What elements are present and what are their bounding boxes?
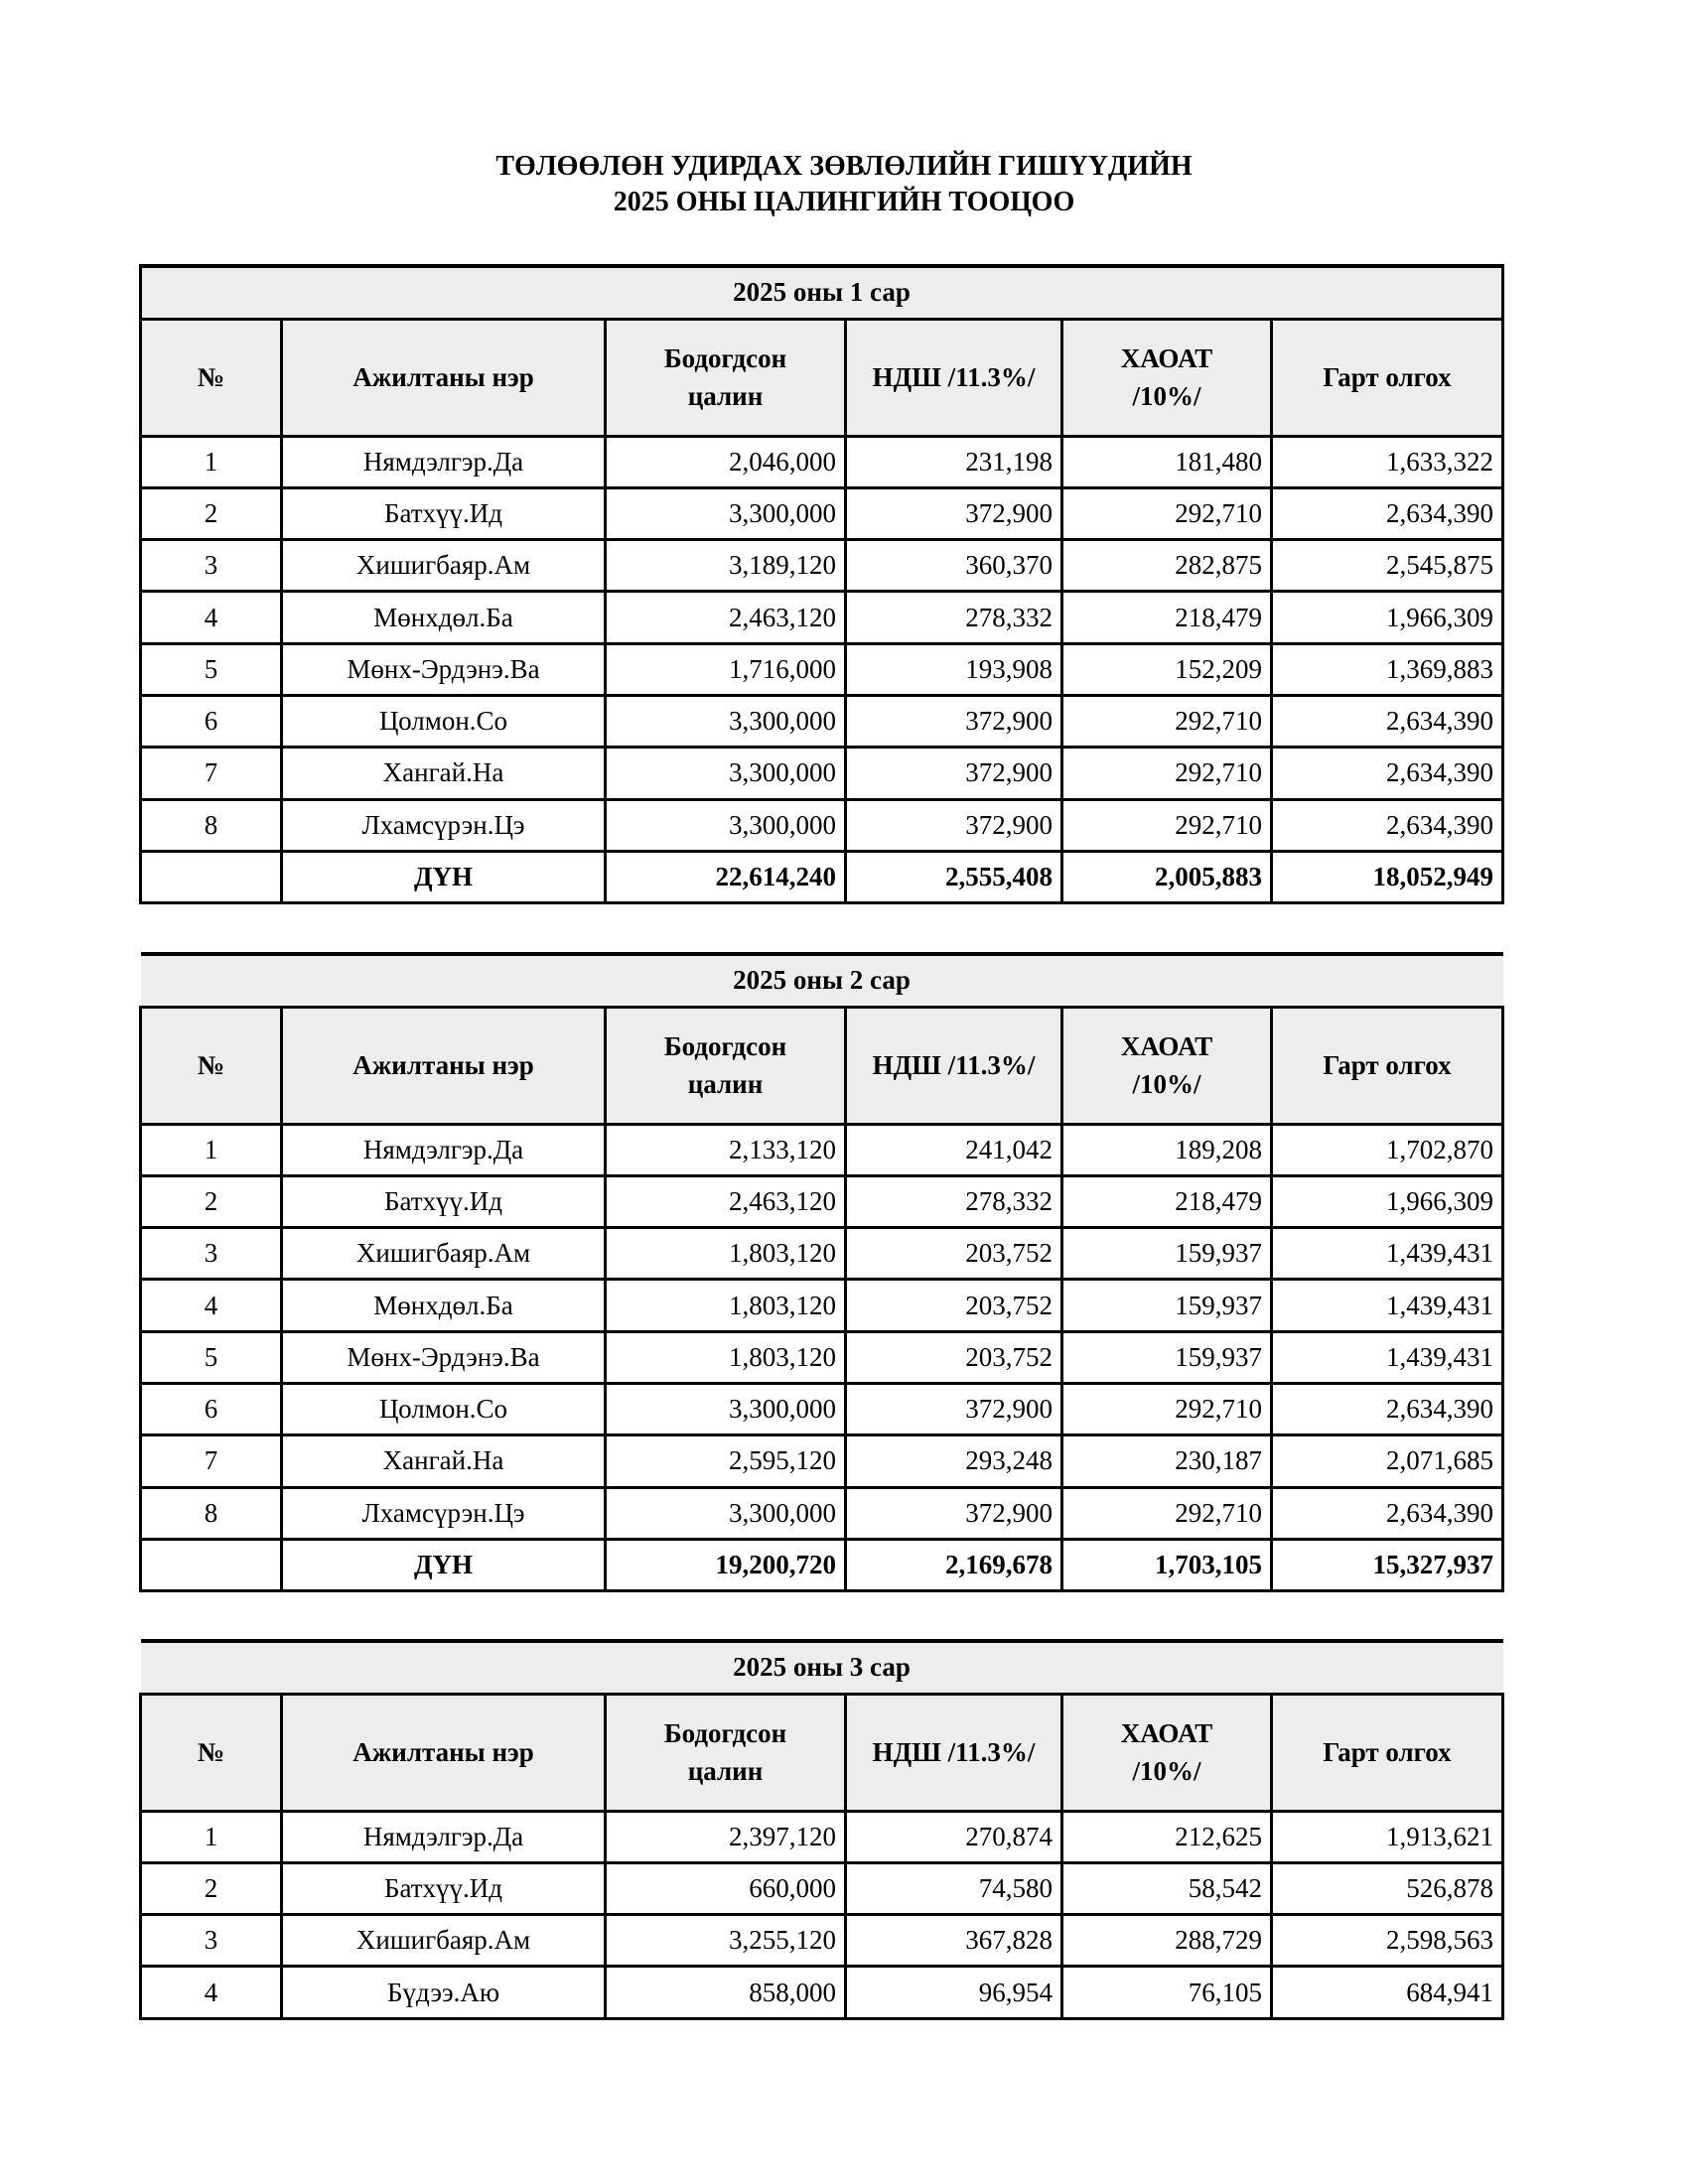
column-header-hhoat-line-1: ХАОАТ — [1120, 1718, 1213, 1748]
total-label: ДҮН — [282, 1539, 606, 1590]
employee-name: Цолмон.Со — [282, 695, 606, 747]
row-number: 3 — [141, 1915, 282, 1967]
period-title: 2025 оны 2 сар — [141, 954, 1503, 1007]
salary-value: 3,300,000 — [606, 799, 846, 851]
net-pay-value: 2,545,875 — [1272, 540, 1503, 592]
column-header-net: Гарт олгох — [1272, 1007, 1503, 1124]
column-header-hhoat — [1062, 1694, 1272, 1811]
hhoat-value: 292,710 — [1062, 799, 1272, 851]
table-row — [141, 1811, 1503, 1862]
payroll-table-month-1 — [139, 264, 1504, 904]
row-number: 6 — [141, 695, 282, 747]
row-number: 2 — [141, 1175, 282, 1227]
employee-name: Мөнх-Эрдэнэ.Ва — [282, 1331, 606, 1383]
document-title-line-1: ТӨЛӨӨЛӨН УДИРДАХ ЗӨВЛӨЛИЙН ГИШҮҮДИЙН — [495, 151, 1193, 182]
hhoat-value: 181,480 — [1062, 436, 1272, 487]
ndsh-value: 367,828 — [846, 1915, 1062, 1967]
row-number: 4 — [141, 592, 282, 643]
column-header-salary — [606, 319, 846, 436]
row-number: 8 — [141, 1487, 282, 1539]
ndsh-value: 203,752 — [846, 1228, 1062, 1280]
hhoat-value: 292,710 — [1062, 1487, 1272, 1539]
net-pay-value: 2,634,390 — [1272, 748, 1503, 799]
table-row — [141, 592, 1503, 643]
employee-name: Хишигбаяр.Ам — [282, 1228, 606, 1280]
net-pay-value: 2,634,390 — [1272, 799, 1503, 851]
table-row — [141, 540, 1503, 592]
net-pay-value: 2,634,390 — [1272, 1383, 1503, 1434]
column-header-net: Гарт олгох — [1272, 1694, 1503, 1811]
salary-value: 3,300,000 — [606, 695, 846, 747]
total-row — [141, 851, 1503, 902]
total-empty-cell — [141, 851, 282, 902]
salary-value: 3,300,000 — [606, 748, 846, 799]
ndsh-value: 231,198 — [846, 436, 1062, 487]
total-hhoat: 1,703,105 — [1062, 1539, 1272, 1590]
ndsh-value: 372,900 — [846, 1383, 1062, 1434]
column-header-salary-line-1: Бодогдсон — [663, 1031, 787, 1061]
table-row — [141, 1280, 1503, 1331]
salary-value: 3,300,000 — [606, 1383, 846, 1434]
hhoat-value: 189,208 — [1062, 1124, 1272, 1175]
row-number: 1 — [141, 436, 282, 487]
column-header-name: Ажилтаны нэр — [282, 1007, 606, 1124]
document-title-line-2: 2025 ОНЫ ЦАЛИНГИЙН ТООЦОО — [613, 187, 1075, 217]
ndsh-value: 241,042 — [846, 1124, 1062, 1175]
column-header-no: № — [141, 319, 282, 436]
column-header-name: Ажилтаны нэр — [282, 1694, 606, 1811]
employee-name: Цолмон.Со — [282, 1383, 606, 1434]
table-row — [141, 643, 1503, 695]
row-number: 5 — [141, 1331, 282, 1383]
column-header-hhoat — [1062, 1007, 1272, 1124]
employee-name: Хангай.На — [282, 748, 606, 799]
hhoat-value: 282,875 — [1062, 540, 1272, 592]
net-pay-value: 1,439,431 — [1272, 1228, 1503, 1280]
table-row — [141, 1331, 1503, 1383]
row-number: 8 — [141, 799, 282, 851]
row-number: 3 — [141, 540, 282, 592]
salary-value: 1,716,000 — [606, 643, 846, 695]
employee-name: Бүдээ.Аю — [282, 1967, 606, 2018]
column-header-row — [141, 319, 1503, 436]
column-header-no: № — [141, 1694, 282, 1811]
table-row — [141, 748, 1503, 799]
net-pay-value: 526,878 — [1272, 1862, 1503, 1914]
employee-name: Мөнхдөл.Ба — [282, 1280, 606, 1331]
hhoat-value: 292,710 — [1062, 695, 1272, 747]
column-header-salary — [606, 1007, 846, 1124]
column-header-hhoat-line-2: /10%/ — [1132, 381, 1201, 411]
table-row — [141, 1124, 1503, 1175]
net-pay-value: 2,634,390 — [1272, 695, 1503, 747]
table-row — [141, 1228, 1503, 1280]
salary-value: 1,803,120 — [606, 1228, 846, 1280]
period-title: 2025 оны 1 сар — [141, 266, 1503, 319]
period-title: 2025 оны 3 сар — [141, 1641, 1503, 1694]
document-title — [0, 149, 1688, 220]
net-pay-value: 2,634,390 — [1272, 1487, 1503, 1539]
column-header-hhoat-line-2: /10%/ — [1132, 1069, 1201, 1099]
salary-value: 2,463,120 — [606, 1175, 846, 1227]
salary-value: 858,000 — [606, 1967, 846, 2018]
employee-name: Лхамсүрэн.Цэ — [282, 1487, 606, 1539]
column-header-no: № — [141, 1007, 282, 1124]
row-number: 6 — [141, 1383, 282, 1434]
column-header-net: Гарт олгох — [1272, 319, 1503, 436]
column-header-salary-line-1: Бодогдсон — [663, 1718, 787, 1748]
salary-value: 2,046,000 — [606, 436, 846, 487]
hhoat-value: 159,937 — [1062, 1228, 1272, 1280]
hhoat-value: 218,479 — [1062, 592, 1272, 643]
employee-name: Батхүү.Ид — [282, 1862, 606, 1914]
table-row — [141, 1175, 1503, 1227]
salary-value: 3,255,120 — [606, 1915, 846, 1967]
column-header-salary-line-2: цалин — [687, 1756, 764, 1786]
ndsh-value: 193,908 — [846, 643, 1062, 695]
total-label: ДҮН — [282, 851, 606, 902]
salary-value: 660,000 — [606, 1862, 846, 1914]
table-row — [141, 695, 1503, 747]
employee-name: Хишигбаяр.Ам — [282, 540, 606, 592]
net-pay-value: 1,966,309 — [1272, 592, 1503, 643]
salary-value: 2,595,120 — [606, 1435, 846, 1487]
total-net-pay: 18,052,949 — [1272, 851, 1503, 902]
column-header-hhoat-line-1: ХАОАТ — [1120, 1031, 1213, 1061]
ndsh-value: 278,332 — [846, 1175, 1062, 1227]
column-header-salary — [606, 1694, 846, 1811]
employee-name: Нямдэлгэр.Да — [282, 1124, 606, 1175]
ndsh-value: 360,370 — [846, 540, 1062, 592]
row-number: 3 — [141, 1228, 282, 1280]
salary-value: 3,300,000 — [606, 1487, 846, 1539]
ndsh-value: 293,248 — [846, 1435, 1062, 1487]
employee-name: Батхүү.Ид — [282, 487, 606, 539]
net-pay-value: 1,966,309 — [1272, 1175, 1503, 1227]
employee-name: Лхамсүрэн.Цэ — [282, 799, 606, 851]
employee-name: Батхүү.Ид — [282, 1175, 606, 1227]
ndsh-value: 372,900 — [846, 1487, 1062, 1539]
ndsh-value: 74,580 — [846, 1862, 1062, 1914]
ndsh-value: 372,900 — [846, 487, 1062, 539]
ndsh-value: 203,752 — [846, 1280, 1062, 1331]
row-number: 2 — [141, 487, 282, 539]
hhoat-value: 212,625 — [1062, 1811, 1272, 1862]
table-row — [141, 1383, 1503, 1434]
payroll-table-month-3 — [139, 1639, 1504, 2020]
hhoat-value: 159,937 — [1062, 1331, 1272, 1383]
column-header-row — [141, 1007, 1503, 1124]
salary-value: 1,803,120 — [606, 1331, 846, 1383]
hhoat-value: 152,209 — [1062, 643, 1272, 695]
column-header-hhoat — [1062, 319, 1272, 436]
hhoat-value: 58,542 — [1062, 1862, 1272, 1914]
employee-name: Мөнхдөл.Ба — [282, 592, 606, 643]
column-header-hhoat-line-1: ХАОАТ — [1120, 343, 1213, 373]
column-header-ndsh: НДШ /11.3%/ — [846, 319, 1062, 436]
column-header-row — [141, 1694, 1503, 1811]
payroll-table-month-2 — [139, 952, 1504, 1592]
total-ndsh: 2,555,408 — [846, 851, 1062, 902]
table-row — [141, 487, 1503, 539]
period-title-row — [141, 1641, 1503, 1694]
employee-name: Хишигбаяр.Ам — [282, 1915, 606, 1967]
total-salary: 22,614,240 — [606, 851, 846, 902]
table-row — [141, 1487, 1503, 1539]
ndsh-value: 203,752 — [846, 1331, 1062, 1383]
hhoat-value: 159,937 — [1062, 1280, 1272, 1331]
ndsh-value: 372,900 — [846, 748, 1062, 799]
ndsh-value: 278,332 — [846, 592, 1062, 643]
hhoat-value: 76,105 — [1062, 1967, 1272, 2018]
column-header-salary-line-1: Бодогдсон — [663, 343, 787, 373]
salary-value: 2,133,120 — [606, 1124, 846, 1175]
row-number: 5 — [141, 643, 282, 695]
column-header-ndsh: НДШ /11.3%/ — [846, 1007, 1062, 1124]
row-number: 7 — [141, 748, 282, 799]
hhoat-value: 288,729 — [1062, 1915, 1272, 1967]
salary-value: 2,463,120 — [606, 592, 846, 643]
hhoat-value: 218,479 — [1062, 1175, 1272, 1227]
net-pay-value: 2,071,685 — [1272, 1435, 1503, 1487]
hhoat-value: 230,187 — [1062, 1435, 1272, 1487]
salary-value: 3,189,120 — [606, 540, 846, 592]
ndsh-value: 96,954 — [846, 1967, 1062, 2018]
row-number: 1 — [141, 1811, 282, 1862]
net-pay-value: 684,941 — [1272, 1967, 1503, 2018]
net-pay-value: 1,633,322 — [1272, 436, 1503, 487]
row-number: 2 — [141, 1862, 282, 1914]
employee-name: Мөнх-Эрдэнэ.Ва — [282, 643, 606, 695]
period-title-row — [141, 266, 1503, 319]
row-number: 4 — [141, 1280, 282, 1331]
row-number: 7 — [141, 1435, 282, 1487]
hhoat-value: 292,710 — [1062, 748, 1272, 799]
total-empty-cell — [141, 1539, 282, 1590]
column-header-ndsh: НДШ /11.3%/ — [846, 1694, 1062, 1811]
column-header-salary-line-2: цалин — [687, 1069, 764, 1099]
employee-name: Хангай.На — [282, 1435, 606, 1487]
salary-value: 2,397,120 — [606, 1811, 846, 1862]
total-ndsh: 2,169,678 — [846, 1539, 1062, 1590]
total-salary: 19,200,720 — [606, 1539, 846, 1590]
net-pay-value: 1,439,431 — [1272, 1331, 1503, 1383]
hhoat-value: 292,710 — [1062, 487, 1272, 539]
row-number: 1 — [141, 1124, 282, 1175]
hhoat-value: 292,710 — [1062, 1383, 1272, 1434]
table-row — [141, 1862, 1503, 1914]
employee-name: Нямдэлгэр.Да — [282, 1811, 606, 1862]
net-pay-value: 1,439,431 — [1272, 1280, 1503, 1331]
column-header-name: Ажилтаны нэр — [282, 319, 606, 436]
table-row — [141, 799, 1503, 851]
net-pay-value: 2,598,563 — [1272, 1915, 1503, 1967]
salary-value: 3,300,000 — [606, 487, 846, 539]
salary-value: 1,803,120 — [606, 1280, 846, 1331]
table-row — [141, 1435, 1503, 1487]
net-pay-value: 1,702,870 — [1272, 1124, 1503, 1175]
net-pay-value: 2,634,390 — [1272, 487, 1503, 539]
employee-name: Нямдэлгэр.Да — [282, 436, 606, 487]
total-row — [141, 1539, 1503, 1590]
row-number: 4 — [141, 1967, 282, 2018]
net-pay-value: 1,369,883 — [1272, 643, 1503, 695]
table-row — [141, 436, 1503, 487]
table-row — [141, 1967, 1503, 2018]
total-net-pay: 15,327,937 — [1272, 1539, 1503, 1590]
ndsh-value: 372,900 — [846, 695, 1062, 747]
net-pay-value: 1,913,621 — [1272, 1811, 1503, 1862]
period-title-row — [141, 954, 1503, 1007]
column-header-hhoat-line-2: /10%/ — [1132, 1756, 1201, 1786]
table-row — [141, 1915, 1503, 1967]
ndsh-value: 270,874 — [846, 1811, 1062, 1862]
column-header-salary-line-2: цалин — [687, 381, 764, 411]
ndsh-value: 372,900 — [846, 799, 1062, 851]
total-hhoat: 2,005,883 — [1062, 851, 1272, 902]
